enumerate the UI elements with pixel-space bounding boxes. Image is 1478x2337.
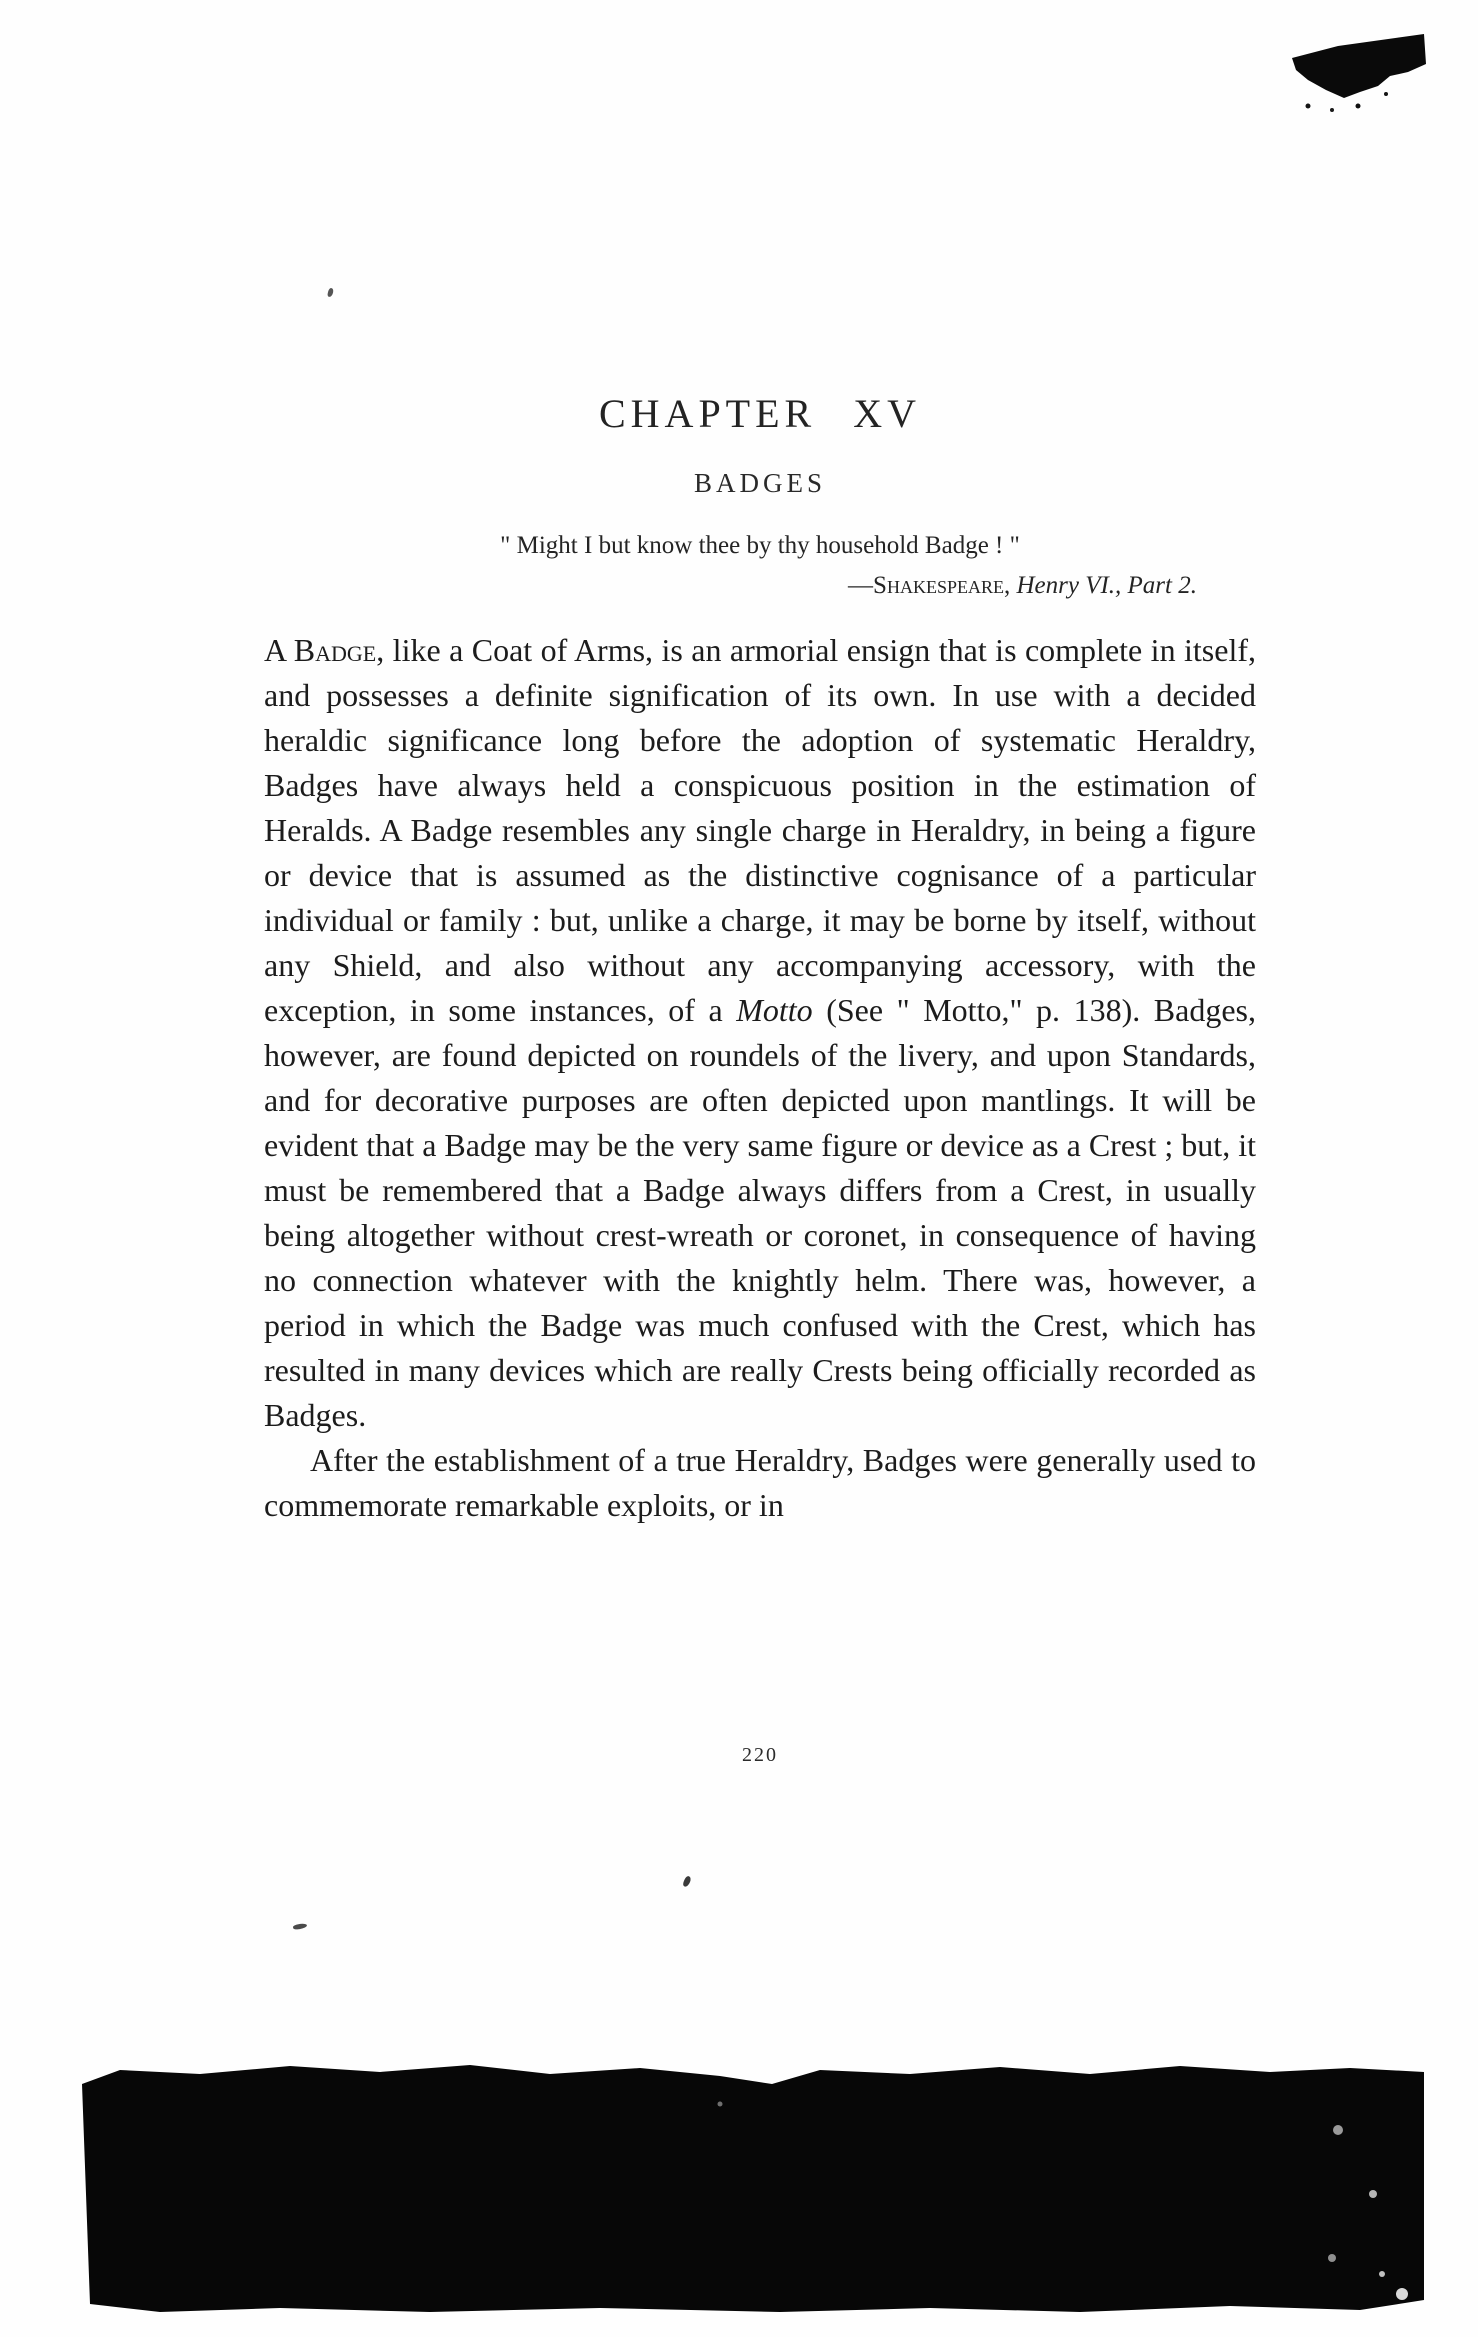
paragraph-1-lead: A Badge, [264, 632, 385, 668]
epigraph-author: —Shakespeare, [848, 572, 1011, 599]
chapter-title: CHAPTER XV [598, 391, 922, 436]
ink-blot-artifact [1286, 32, 1426, 124]
page-number: 220 [742, 1744, 778, 1766]
epigraph-work-title: Henry VI., Part 2. [1010, 572, 1197, 599]
body-text [264, 628, 1256, 1528]
paragraph-1 [264, 628, 1256, 1438]
paragraph-1-italic-motto: Motto [736, 992, 813, 1028]
paragraph-2: After the establishment of a true Heraldry, Badges were generally used to commemorate remarkable exploits, or in [264, 1442, 1256, 1523]
paragraph-1-text-a: like a Coat of Arms, is an armorial ensign that is complete in itself, and possesses a definite signification of its own. In use with a decided heraldic significance long before the adoption of systematic Heraldry, Badges have always held a conspicuous position in the estimation of Heralds. A Badge resembles any single charge in Heraldry, in being a figure or device that is assumed as the distinctive cognisance of a particular individual or family : but, unlike a charge, it may be borne by itself, without any Shield, and also without any accompanying accessory, with the exception, in some instances, of a [264, 632, 1256, 1028]
epigraph-attribution [265, 572, 1255, 600]
scan-artifact-bottom-band [80, 2062, 1426, 2314]
paragraph-1-text-b: (See " Motto," p. 138). Badges, however, are found depicted on roundels of the livery, and upon Standards, and for decorative purposes are often depicted upon mantlings. It will be evident that a Badge may be the very same figure or device as a Crest ; but, it must be remembered that a Badge always differs from a Crest, in usually being altogether without crest-wreath or coronet, in consequence of having no connection whatever with the knightly helm. There was, however, a period in which the Badge was much confused with the Crest, which has resulted in many devices which are really Crests being officially recorded as Badges. [264, 992, 1257, 1433]
scan-speck [327, 288, 334, 298]
scan-speck [293, 1923, 308, 1930]
epigraph-quote: " Might I but know thee by thy household Badge ! " [500, 532, 1020, 559]
section-heading: BADGES [693, 468, 826, 498]
scan-speck [682, 1875, 692, 1887]
